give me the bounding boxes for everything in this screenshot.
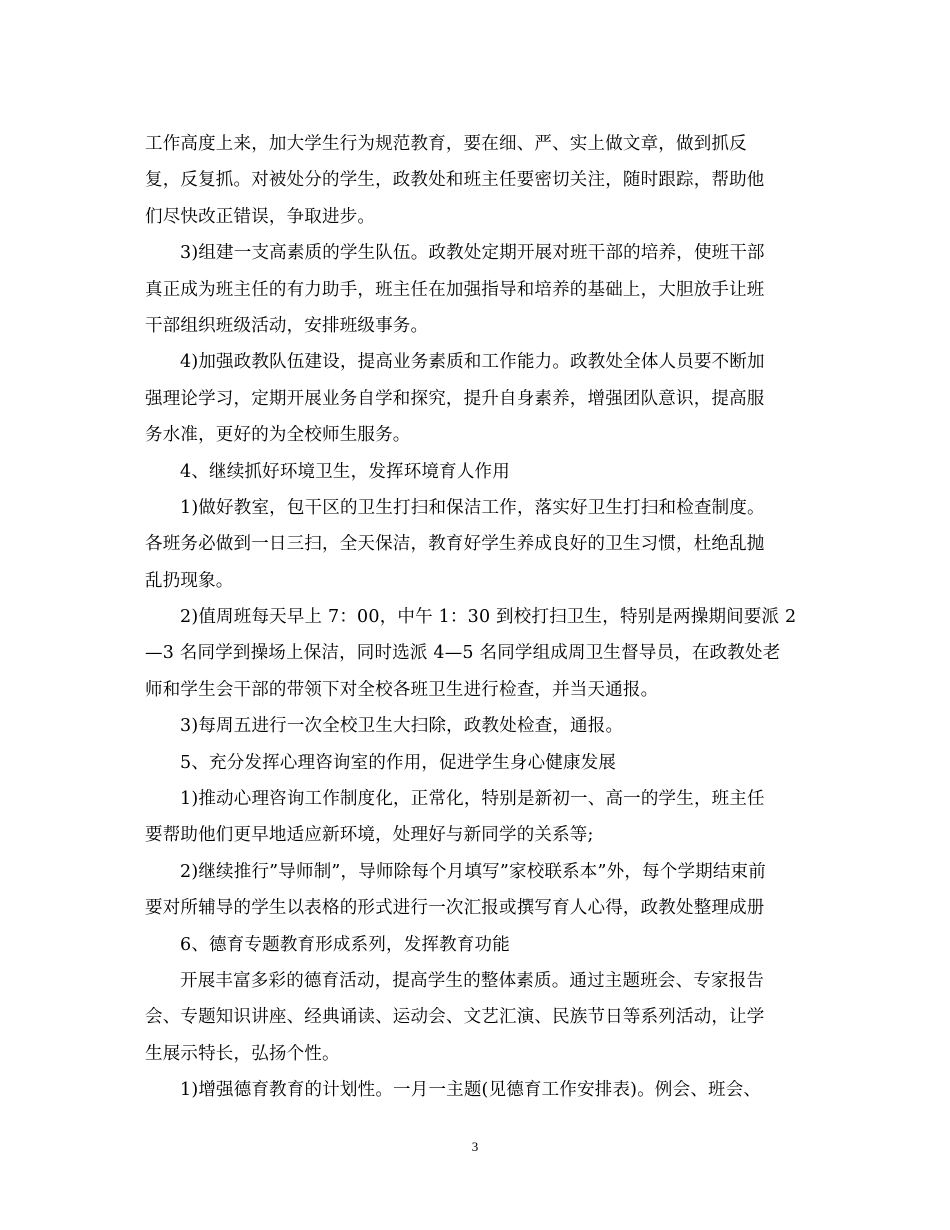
text-line: 乱扔现象。 <box>145 570 234 591</box>
text-line: 强理论学习，定期开展业务自学和探究，提升自身素养，增强团队意识，提高服 <box>145 388 765 409</box>
text-line: 复，反复抓。对被处分的学生，政教处和班主任要密切关注，随时跟踪，帮助他 <box>145 170 765 191</box>
text-line: 生展示特长，弘扬个性。 <box>145 1043 340 1064</box>
document-body <box>145 126 810 1109</box>
paragraph <box>145 963 810 1072</box>
paragraph <box>145 781 810 854</box>
text-line: 务水准，更好的为全校师生服务。 <box>145 425 411 446</box>
paragraph <box>145 599 810 708</box>
text-line: 会、专题知识讲座、经典诵读、运动会、文艺汇演、民族节日等系列活动，让学 <box>145 1007 765 1028</box>
text-line: 各班务必做到一日三扫，全天保洁，教育好学生养成良好的卫生习惯，杜绝乱抛 <box>145 534 765 555</box>
page-number: 3 <box>471 1139 479 1154</box>
paragraph <box>145 927 810 963</box>
paragraph <box>145 490 810 599</box>
text-line: 3)组建一支高素质的学生队伍。政教处定期开展对班干部的培养，使班干部 <box>180 243 765 264</box>
text-line: 开展丰富多彩的德育活动，提高学生的整体素质。通过主题班会、专家报告 <box>180 970 765 991</box>
paragraph <box>145 745 810 781</box>
text-line: 1)做好教室，包干区的卫生打扫和保洁工作，落实好卫生打扫和检查制度。 <box>180 497 765 518</box>
text-line: 4、继续抓好环境卫生，发挥环境育人作用 <box>180 461 510 482</box>
paragraph <box>145 1072 810 1108</box>
text-line: 5、充分发挥心理咨询室的作用，促进学生身心健康发展 <box>180 752 617 773</box>
text-line: 要帮助他们更早地适应新环境，处理好与新同学的关系等; <box>145 825 594 846</box>
text-line: 们尽快改正错误，争取进步。 <box>145 206 376 227</box>
text-line: 2)继续推行”导师制”，导师除每个月填写”家校联系本”外，每个学期结束前 <box>180 861 766 882</box>
text-line: 4)加强政教队伍建设，提高业务素质和工作能力。政教处全体人员要不断加 <box>180 352 765 373</box>
text-line: 1)推动心理咨询工作制度化，正常化，特别是新初一、高一的学生，班主任 <box>180 789 765 810</box>
text-line: 真正成为班主任的有力助手，班主任在加强指导和培养的基础上，大胆放手让班 <box>145 279 765 300</box>
text-line: 要对所辅导的学生以表格的形式进行一次汇报或撰写育人心得，政教处整理成册 <box>145 898 765 919</box>
paragraph <box>145 708 810 744</box>
text-line: 2)值周班每天早上 7：00，中午 1：30 到校打扫卫生，特别是两操期间要派 2 <box>180 607 797 628</box>
text-line: 师和学生会干部的带领下对全校各班卫生进行检查，并当天通报。 <box>145 679 659 700</box>
text-line: 干部组织班级活动，安排班级事务。 <box>145 315 429 336</box>
text-line: 6、德育专题教育形成系列，发挥教育功能 <box>180 934 510 955</box>
paragraph <box>145 126 810 235</box>
paragraph <box>145 235 810 344</box>
text-line: 3)每周五进行一次全校卫生大扫除，政教处检查，通报。 <box>180 716 624 737</box>
text-line: —3 名同学到操场上保洁，同时选派 4—5 名同学组成周卫生督导员，在政教处老 <box>145 643 781 664</box>
text-line: 1)增强德育教育的计划性。一月一主题(见德育工作安排表)。例会、班会、 <box>180 1080 762 1101</box>
paragraph <box>145 344 810 453</box>
paragraph <box>145 454 810 490</box>
paragraph <box>145 854 810 927</box>
text-line: 工作高度上来，加大学生行为规范教育，要在细、严、实上做文章，做到抓反 <box>145 134 747 154</box>
